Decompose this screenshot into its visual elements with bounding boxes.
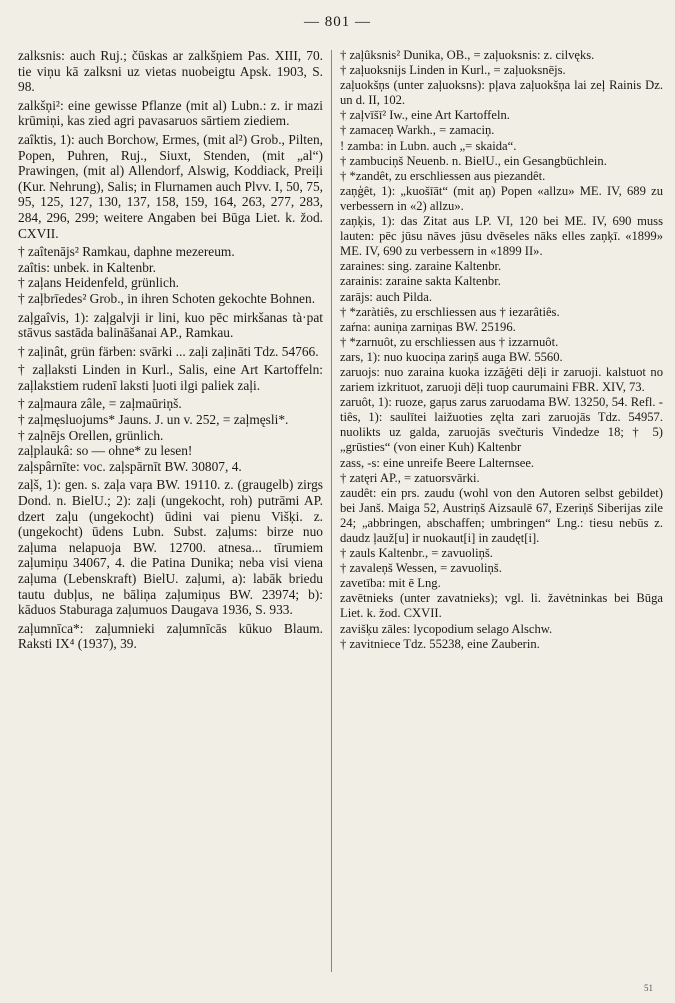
dictionary-entry: † zauls Kaltenbr., = zavuoliņš. [340,546,493,561]
dictionary-entry: † zambuciņš Neuenb. n. BielU., ein Gesangbüchlein. [340,153,607,168]
dictionary-entry: zarainis: zaraine sakta Kaltenbr. [340,274,501,289]
dictionary-entry: † zaļvīšī² Iw., eine Art Kartoffeln. [340,108,510,123]
dictionary-entry: zavetība: mit ē Lng. [340,576,441,591]
dictionary-entry: zaļš, 1): gen. s. zaļa vaŗa BW. 19110. z. (graugelb) zirgs Dond. n. BielU.; 2): zaļi (ungekocht, roh) putrāmi AP. dzert zaļu (ungekocht) ūdini vai pienu Višķi. z. (ungekocht) ūdens Lubn. Subst. zaļums: birze nuo zaļuma nelapuoja BW. 12700. atnesa... tīrumiem zaļumiņu 34067, 4. die Patina Dunika; neba visi viena zaļuma (Lebenskraft) BielU. zaļumi, a): labāk briedu tautu dubļus, ne bāliņa zaļumiņus BW. 23974; b): kāduos Staburaga zaļumuos Daugava 1936, S. 933. [18,477,323,618]
dictionary-entry: zaņķis, 1): das Zitat aus LP. VI, 120 bei ME. IV, 690 muss lauten: pēc jūsu nāves jūsu dvēseles nāks elles zaņķī. «1899» ME. IV, 690 zu verbessern in «1899 II». [340,214,663,259]
dictionary-entry: zavētnieks (unter zavatnieks); vgl. li. žavėtninkas bei Būga Liet. k. žod. CXVII. [340,591,663,621]
dictionary-entry: † zatęri AP., = zatuorsvārki. [340,470,480,485]
dictionary-entry: zalksnis: auch Ruj.; čūskas ar zalkšņiem Pas. XIII, 70. tie viņu kā zalksni uz vietas nuobeigtu Apsk. 1903, S. 98. [18,48,323,95]
dictionary-entry: zalkšņi²: eine gewisse Pflanze (mit al) Lubn.: z. ir mazi krūmiņi, kas zied agri pavasaruos sārtiem ziediem. [18,97,323,129]
dictionary-entry: zaļgaîvis, 1): zaļgalvji ir lini, kuo pēc mirkšanas tà·pat stāvus sastāda balināšanai AP., Ramkau. [18,309,323,341]
dictionary-entry: † zaļmaura zâle, = zaļmaūriņš. [18,396,182,412]
dictionary-entry: † *zaràtiês, zu erschliessen aus † iezarâtiês. [340,304,560,319]
dictionary-entry: † zavitniece Tdz. 55238, eine Zauberin. [340,636,540,651]
dictionary-entry: zaņģêt, 1): „kuošīāt“ (mit aņ) Popen «allzu» ME. IV, 689 zu verbessern in «2) allzu». [340,183,663,213]
dictionary-entry: zaļspârnīte: voc. zaļspārnīt BW. 30807, 4. [18,458,242,474]
column-divider [331,50,332,972]
dictionary-entry: † zaļlaksti Linden in Kurl., Salis, eine Art Kartoffeln: zaļlakstiem rudenī laksti ļuoti ilgi paliek zaļi. [18,362,323,393]
dictionary-entry: † zaļnējs Orellen, grünlich. [18,427,164,443]
dictionary-entry: zass, -s: eine unreife Beere Lalternsee. [340,455,535,470]
left-column [18,48,323,652]
dictionary-entry: zaudêt: ein prs. zaudu (wohl von den Autoren selbst gebildet) bei Janš. Maiga 52, Austriņš Aizsaulē 67, Ezeriņš Siberijas zile 24; „abbringen, abschaffen; umbringen“ Lng.: tiesu nebūs z. daudz ļauž[u] ir nuokaut[i] in zaudęt[i]. [340,485,663,545]
dictionary-entry: † zaîtenājs² Ramkau, daphne mezereum. [18,244,235,260]
dictionary-entry: † zaļuoksnijs Linden in Kurl., = zaļuoksnējs. [340,63,566,78]
dictionary-entry: † *zandêt, zu erschliessen aus piezandêt. [340,168,546,183]
dictionary-entry: † zaļans Heidenfeld, grünlich. [18,275,180,291]
dictionary-entry: zaļuokšņs (unter zaļuoksns): pļava zaļuokšņa lai zeļ Rainis Dz. un d. II, 102. [340,78,663,108]
dictionary-entry: † *zarnuôt, zu erschliessen aus † izzarnuôt. [340,334,559,349]
dictionary-entry: zars, 1): nuo kuociņa zariņš auga BW. 5560. [340,349,563,364]
dictionary-entry: zaļplaukâ: so — ohne* zu lesen! [18,443,193,459]
page-number: — 801 — [304,14,371,30]
dictionary-entry: † zaļinât, grün färben: svārki ... zaļi zaļināti Tdz. 54766. [18,343,319,359]
right-column [340,48,663,652]
dictionary-entry: ! zamba: in Lubn. auch „= skaida“. [340,138,517,153]
dictionary-entry: † zamaceņ Warkh., = zamaciņ. [340,123,495,138]
dictionary-entry: zaļumnīca*: zaļumnieki zaļumnīcās kūkuo Blaum. Raksti IX⁴ (1937), 39. [18,620,323,652]
dictionary-entry: † zaļûksnis² Dunika, OB., = zaļuoksnis: z. cilvęks. [340,48,595,62]
dictionary-entry: zarājs: auch Pilda. [340,289,432,304]
signature-mark: 51 [644,983,653,993]
dictionary-entry: † zavaleņš Wessen, = zavuoliņš. [340,561,502,576]
dictionary-entry: zaîktis, 1): auch Borchow, Ermes, (mit al²) Grob., Pilten, Popen, Puhren, Ruj., Siuxt, Stenden, (mit „al“) Prawingen, (mit al) Allendorf, Alswig, Koddiack, Preiļi (Kur. Nehrung), Salis; in Flurnamen auch Plvv. I, 50, 75, 95, 125, 127, 130, 137, 158, 159, 164, 263, 277, 283, 284, 296, 299; weitere Angaben bei Būga Liet. k. žod. CXVII. [18,131,323,241]
dictionary-entry: zaruôt, 1): ruoze, gaŗus zarus zaruodama BW. 13250, 54. Refl. -tiês, 1): saulītei laižuoties zęlta zari zaruojās Tdz. 54957. nuolikts uz galda, zaruojās svečturis Vindedze 18; † 5) „grūsties“ (von einer Kuh) Kaltenbr [340,395,663,455]
dictionary-entry: zaŕna: auniņa zarniņas BW. 25196. [340,319,516,334]
dictionary-entry: zaruojs: nuo zaraina kuoka izzāģēti dēļi ir zaruoji. kalstuot no zariem izkrituot, zaruoji dēļi tuop caurumaini FBR. XIV, 73. [340,364,663,395]
dictionary-entry: † zaļmęsluojums* Jauns. J. un v. 252, = zaļmęsli*. [18,412,289,428]
dictionary-entry: † zaļbrīedes² Grob., in ihren Schoten gekochte Bohnen. [18,290,316,306]
dictionary-entry: zavišķu zāles: lycopodium selago Alschw. [340,621,553,636]
dictionary-entry: zaîtis: unbek. in Kaltenbr. [18,259,156,275]
dictionary-entry: zaraines: sing. zaraine Kaltenbr. [340,259,502,274]
